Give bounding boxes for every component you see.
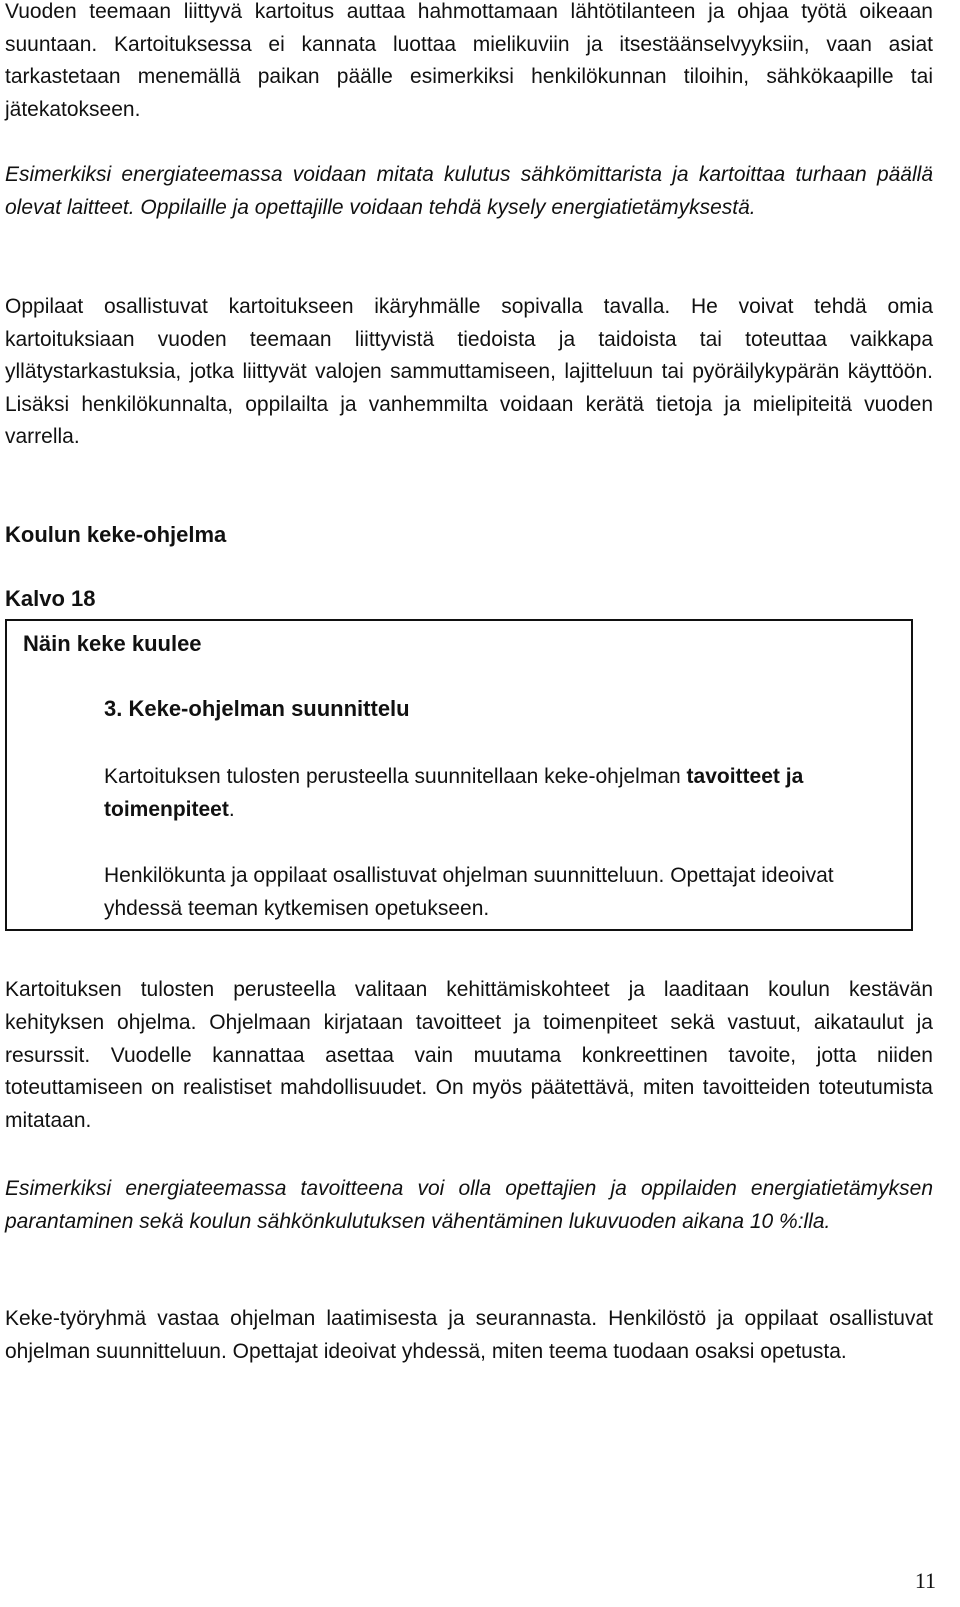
slide-paragraph-1-end: . xyxy=(228,798,235,821)
body-paragraph-4: Kartoituksen tulosten perusteella valitaan kehittämiskohteet ja laaditaan koulun kestävän kehityksen ohjelma. Ohjelmaan kirjataan tavoitteet ja toimenpiteet sekä vastuut, aikataulut ja resurssit. Vuodelle kannattaa asettaa vain muutama konkreettinen tavoite, jotta niiden toteuttamiseen on realistiset mahdollisuudet. On myös päätettävä, miten tavoitteiden toteutumista mitataan. xyxy=(5,978,933,1133)
page-number: 11 xyxy=(914,1568,936,1593)
slide-paragraph-1 xyxy=(104,760,904,826)
slide-paragraph-1-start: Kartoituksen tulosten perusteella suunnitellaan keke-ohjelman xyxy=(104,765,681,788)
slide-title: Näin keke kuulee xyxy=(23,631,202,656)
intro-paragraph-1: Vuoden teemaan liittyvä kartoitus auttaa hahmottamaan lähtötilanteen ja ohjaa työtä oikeaan suuntaan. Kartoituksessa ei kannata luottaa mielikuviin ja itsestäänselvyyksiin, vaan asiat tarkastetaan menemällä paikan päälle esimerkiksi henkilökunnan tiloihin, sähkökaapille tai jätekatokseen. xyxy=(5,0,933,121)
slide-subtitle: 3. Keke-ohjelman suunnittelu xyxy=(104,696,410,721)
slide-paragraph-2: Henkilökunta ja oppilaat osallistuvat ohjelman suunnitteluun. Opettajat ideoivat yhdessä teeman kytkemisen opetukseen. xyxy=(104,864,834,920)
body-paragraph-5-example: Esimerkiksi energiateemassa tavoitteena voi olla opettajien ja oppilaiden energiatietämyksen parantaminen sekä koulun sähkönkulutuksen vähentäminen lukuvuoden aikana 10 %:lla. xyxy=(5,1177,933,1233)
slide-label: Kalvo 18 xyxy=(5,586,96,611)
intro-paragraph-3: Oppilaat osallistuvat kartoitukseen ikäryhmälle sopivalla tavalla. He voivat tehdä omia kartoituksiaan vuoden teemaan liittyvistä tiedoista ja taidoista tai toteuttaa vaikkapa yllätystarkastuksia, jotka liittyvät valojen sammuttamiseen, lajitteluun tai pyöräilykypärän käyttöön. Lisäksi henkilökunnalta, oppilailta ja vanhemmilta voidaan kerätä tietoja ja mielipiteitä vuoden varrella. xyxy=(5,295,933,448)
section-heading: Koulun keke-ohjelma xyxy=(5,522,227,547)
slide-paragraph-1-bold: tavoitteet ja toimenpiteet xyxy=(104,765,804,821)
slide-box xyxy=(5,619,913,931)
intro-paragraph-2-example: Esimerkiksi energiateemassa voidaan mitata kulutus sähkömittarista ja kartoittaa turhaan päällä olevat laitteet. Oppilaille ja opettajille voidaan tehdä kysely energiatietämyksestä. xyxy=(5,163,933,219)
body-paragraph-6: Keke-työryhmä vastaa ohjelman laatimisesta ja seurannasta. Henkilöstö ja oppilaat osallistuvat ohjelman suunnitteluun. Opettajat ideoivat yhdessä, miten teema tuodaan osaksi opetusta. xyxy=(5,1307,933,1363)
